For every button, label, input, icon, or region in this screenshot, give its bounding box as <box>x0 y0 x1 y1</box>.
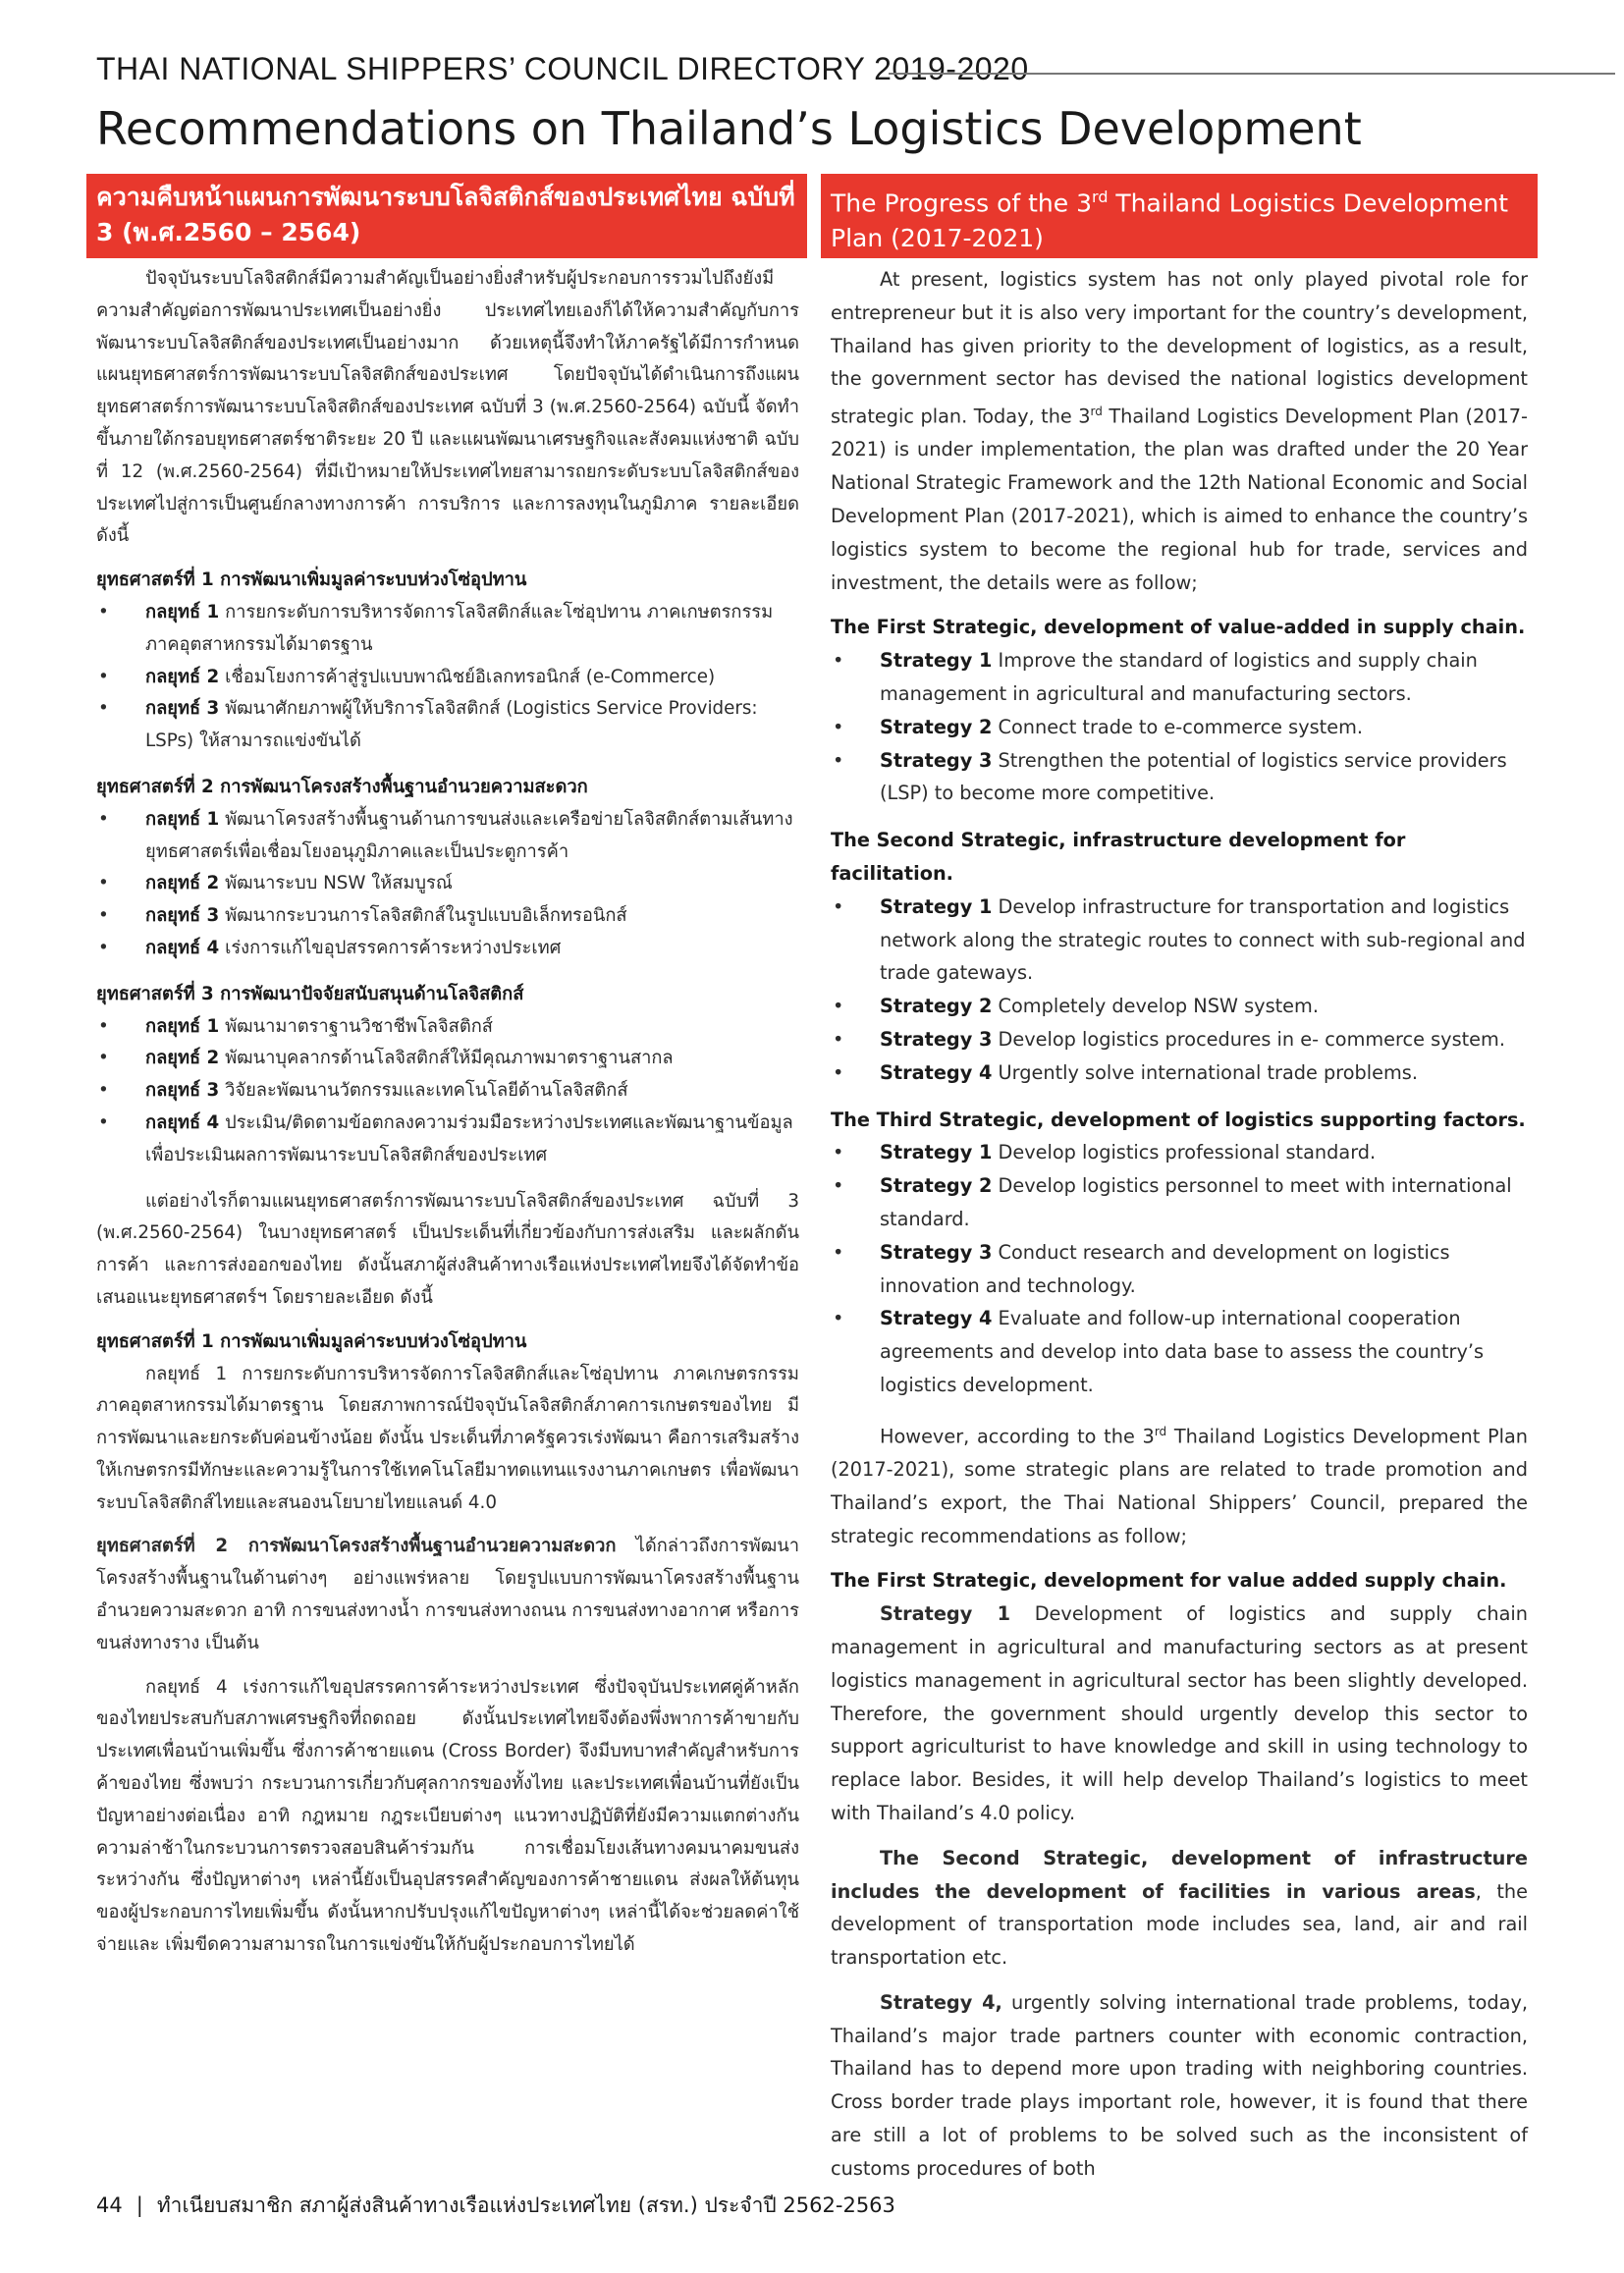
english-strategic-3-heading: The Third Strategic, development of logistics supporting factors. <box>831 1108 1526 1131</box>
english-strategic-3-list <box>831 1136 1528 1401</box>
english-recommendation-3-paragraph: Strategy 4, urgently solving international trade problems, today, Thailand’s major trade partners counter with economic contraction, Thailand has to depend more upon trading with neighboring countries. Cross border trade plays important role, however, it is found that there are still a lot of problems to be solved such as the inconsistent of customs procedures of both <box>831 1990 1528 2180</box>
english-recommendation-2-paragraph: The Second Strategic, development of infrastructure includes the development of facilities in various areas, the development of transportation mode includes sea, land, air and rail transportation etc. <box>831 1846 1529 1970</box>
list-item: • Strategy 2 Completely develop NSW system. <box>833 995 1319 1018</box>
thai-however-paragraph: แต่อย่างไรก็ตามแผนยุทธศาสตร์การพัฒนาระบบโลจิสติกส์ของประเทศ ฉบับที่ 3 (พ.ศ.2560-2564) ในบางยุทธศาสตร์ เป็นประเด็นที่เกี่ยวข้องกับการส่งเสริม และผลักดันการค้า และการส่งออกของไทย ดังนั้นสภาผู้ส่งสินค้าทางเรือแห่งประเทศไทยจึงได้จัดทำข้อเสนอแนะยุทธศาสตร์ฯ โดยรายละเอียด ดังนี้ <box>96 1190 799 1308</box>
running-head: THAI NATIONAL SHIPPERS’ COUNCIL DIRECTORY 2019-2020 <box>96 51 1029 86</box>
english-strategic-2-heading: The Second Strategic, infrastructure development for facilitation. <box>831 829 1406 885</box>
list-item: • กลยุทธ์ 2 พัฒนาบุคลากรด้านโลจิสติกส์ให้มีคุณภาพมาตราฐานสากล <box>98 1048 674 1069</box>
thai-recommendation-3-paragraph: กลยุทธ์ 4 เร่งการแก้ไขอุปสรรคการค้าระหว่างประเทศ ซึ่งปัจจุบันประเทศคู่ค้าหลักของไทยประสบกับสภาพเศรษฐกิจที่ถดถอย ดังนั้นประเทศไทยจึงต้องพึ่งพาการค้าขายกับประเทศเพื่อนบ้านเพิ่มขึ้น ซึ่งการค้าชายแดน (Cross Border) จึงมีบทบาทสำคัญสำหรับการค้าของไทย ซึ่งพบว่า กระบวนการเกี่ยวกับศุลกากรของทั้งไทย และประเทศเพื่อนบ้านที่ยังเป็นปัญหาอย่างต่อเนื่อง อาทิ กฎหมาย กฎระเบียบต่างๆ แนวทางปฏิบัติที่ยังมีความแตกต่างกัน ความล่าช้าในกระบวนการตรวจสอบสินค้าร่วมกัน การเชื่อมโยงเส้นทางคมนาคมขนส่งระหว่างกัน ซึ่งปัญหาต่างๆ เหล่านี้ยังเป็นอุปสรรคสำคัญของการค้าชายแดน ส่งผลให้ต้นทุนของผู้ประกอบการไทยเพิ่มขึ้น ดังนั้นหากปรับปรุงแก้ไขปัญหาต่างๆ เหล่านี้ได้จะช่วยลดค่าใช้จ่ายและ เพิ่มขีดความสามารถในการแข่งขันให้กับผู้ประกอบการไทยได้ <box>96 1676 799 1956</box>
list-item: • Strategy 2 Connect trade to e-commerce system. <box>833 715 1363 738</box>
list-item: • Strategy 1 Develop logistics professional standard. <box>833 1141 1377 1164</box>
list-item: • กลยุทธ์ 4 ประเมิน/ติดตามข้อตกลงความร่วมมือระหว่างประเทศและพัฒนาฐานข้อมูล เพื่อประเมินผลการพัฒนาระบบโลจิสติกส์ของประเทศ <box>98 1111 793 1165</box>
footer-separator: | <box>135 2193 143 2217</box>
thai-intro-paragraph: ปัจจุบันระบบโลจิสติกส์มีความสำคัญเป็นอย่างยิ่งสำหรับผู้ประกอบการรวมไปถึงยังมีความสำคัญต่อการพัฒนาประเทศเป็นอย่างยิ่ง ประเทศไทยเองก็ได้ให้ความสำคัญกับการพัฒนาระบบโลจิสติกส์ของประเทศเป็นอย่างมาก ด้วยเหตุนี้จึงทำให้ภาครัฐได้มีการกำหนดแผนยุทธศาสตร์การพัฒนาระบบโลจิสติกส์ของประเทศ โดยปัจจุบันได้ดำเนินการถึงแผนยุทธศาสตร์การพัฒนาระบบโลจิสติกส์ของประเทศ ฉบับที่ 3 (พ.ศ.2560-2564) ฉบับนี้ จัดทำขึ้นภายใต้กรอบยุทธศาสตร์ชาติระยะ 20 ปี และแผนพัฒนาเศรษฐกิจและสังคมแห่งชาติ ฉบับที่ 12 (พ.ศ.2560-2564) ที่มีเป้าหมายให้ประเทศไทยสามารถยกระดับระบบโลจิสติกส์ของประเทศไปสู่การเป็นศูนย์กลางทางการค้า การบริการ และการลงทุนในภูมิภาค รายละเอียด ดังนี้ <box>96 268 799 547</box>
thai-strategic-1-list <box>96 597 799 758</box>
english-column <box>831 263 1528 2197</box>
list-item: • Strategy 3 Strengthen the potential of logistics service providers (LSP) to become more competitive. <box>833 748 1507 805</box>
english-strategic-1-list <box>831 644 1528 810</box>
list-item: • กลยุทธ์ 3 พัฒนาศักยภาพผู้ให้บริการโลจิสติกส์ (Logistics Service Providers: LSPs) ให้สามารถแข่งขันได้ <box>98 698 758 752</box>
english-intro-paragraph: At present, logistics system has not only played pivotal role for entrepreneur but it is also very important for the country’s development, Thailand has given priority to the development of logistics, as a result, the government sector has devised the national logistics development strategic plan. Today, the 3rd Thailand Logistics Development Plan (2017-2021) is under implementation, the plan was drafted under the 20 Year National Strategic Framework and the 12th National Economic and Social Development Plan (2017-2021), which is aimed to enhance the country’s logistics system to become the regional hub for trade, services and investment, the details were as follow; <box>831 268 1528 594</box>
list-item: • กลยุทธ์ 1 พัฒนามาตราฐานวิชาชีพโลจิสติกส์ <box>98 1015 493 1037</box>
english-however-paragraph: However, according to the 3rd Thailand Logistics Development Plan (2017-2021), some strategic plans are related to trade promotion and Thailand’s export, the Thai National Shippers’ Council, prepared the strategic recommendations as follow; <box>831 1424 1529 1547</box>
thai-recommendation-2-paragraph: ยุทธศาสตร์ที่ 2 การพัฒนาโครงสร้างพื้นฐานอำนวยความสะดวก ได้กล่าวถึงการพัฒนาโครงสร้างพื้นฐานในด้านต่างๆ อย่างแพร่หลาย โดยรูปแบบการพัฒนาโครงสร้างพื้นฐานอำนวยความสะดวก อาทิ การขนส่งทางน้ำ การขนส่งทางถนน การขนส่งทางอากาศ หรือการขนส่งทางราง เป็นต้น <box>96 1536 799 1653</box>
thai-recommendation-1-heading: ยุทธศาสตร์ที่ 1 การพัฒนาเพิ่มมูลค่าระบบห่วงโซ่อุปทาน <box>96 1330 527 1352</box>
english-recommendation-1-paragraph: Strategy 1 Development of logistics and supply chain management in agricultural and manufacturing sectors as at present logistics management in agricultural sector has been slightly developed. Therefore, the government should urgently develop this sector to support agriculturist to have knowledge and skill in using technology to replace labor. Besides, it will help develop Thailand’s logistics to meet with Thailand’s 4.0 policy. <box>831 1602 1528 1824</box>
list-item: • กลยุทธ์ 3 วิจัยละพัฒนานวัตกรรมและเทคโนโลยีด้านโลจิสติกส์ <box>98 1080 628 1102</box>
thai-strategic-2-list <box>96 804 799 965</box>
list-item: • กลยุทธ์ 3 พัฒนากระบวนการโลจิสติกส์ในรูปแบบอิเล็กทรอนิกส์ <box>98 905 627 927</box>
list-item: • Strategy 1 Improve the standard of logistics and supply chain management in agricultural and manufacturing sectors. <box>833 649 1478 705</box>
english-section-banner: The Progress of the 3rd Thailand Logistics Development Plan (2017-2021) <box>821 174 1538 258</box>
list-item: • Strategy 2 Develop logistics personnel to meet with international standard. <box>833 1174 1512 1230</box>
thai-strategic-3-list <box>96 1011 799 1172</box>
list-item: • Strategy 3 Develop logistics procedures in e- commerce system. <box>833 1027 1505 1051</box>
english-strategic-1-heading: The First Strategic, development of value-added in supply chain. <box>831 616 1526 639</box>
thai-section-banner: ความคืบหน้าแผนการพัฒนาระบบโลจิสติกส์ของประเทศไทย ฉบับที่ 3 (พ.ศ.2560 – 2564) <box>86 174 807 258</box>
thai-recommendation-1-text: กลยุทธ์ 1 การยกระดับการบริหารจัดการโลจิสติกส์และโซ่อุปทาน ภาคเกษตรกรรม ภาคอุตสาหกรรมได้มาตรฐาน โดยสภาพการณ์ปัจจุบันโลจิสติกส์ภาคการเกษตรของไทย มีการพัฒนาและยกระดับค่อนข้างน้อย ดังนั้น ประเด็นที่ภาครัฐควรเร่งพัฒนา คือการเสริมสร้างให้เกษตรกรมีทักษะและความรู้ในการใช้เทคโนโลยีมาทดแทนแรงงานภาคเกษตร เพื่อพัฒนาระบบโลจิสติกส์ไทยและสนองนโยบายไทยแลนด์ 4.0 <box>96 1363 799 1513</box>
list-item: • กลยุทธ์ 1 การยกระดับการบริหารจัดการโลจิสติกส์และโซ่อุปทาน ภาคเกษตรกรรม ภาคอุตสาหกรรมได้มาตรฐาน <box>98 601 774 655</box>
list-item: • Strategy 1 Develop infrastructure for transportation and logistics network along the strategic routes to connect with sub-regional and trade gateways. <box>833 894 1526 985</box>
thai-column <box>96 263 799 1974</box>
list-item: • กลยุทธ์ 2 พัฒนาระบบ NSW ให้สมบูรณ์ <box>98 873 453 894</box>
thai-recommendation-2-heading: ยุทธศาสตร์ที่ 2 การพัฒนาโครงสร้างพื้นฐานอำนวยความสะดวก <box>96 1536 617 1557</box>
footer-text: ทำเนียบสมาชิก สภาผู้ส่งสินค้าทางเรือแห่งประเทศไทย (สรท.) ประจำปี 2562-2563 <box>156 2193 895 2217</box>
english-strategic-2-list <box>831 891 1528 1090</box>
page-number: 44 <box>96 2193 123 2217</box>
list-item: • Strategy 4 Urgently solve international trade problems. <box>833 1060 1418 1084</box>
english-recommendation-1-heading: The First Strategic, development for value added supply chain. <box>831 1569 1507 1593</box>
page-title: Recommendations on Thailand’s Logistics Development <box>96 102 1362 155</box>
list-item: • กลยุทธ์ 2 เชื่อมโยงการค้าสู่รูปแบบพาณิชย์อิเลกทรอนิกส์ (e-Commerce) <box>98 666 716 687</box>
running-head-rule <box>889 73 1615 75</box>
list-item: • กลยุทธ์ 4 เร่งการแก้ไขอุปสรรคการค้าระหว่างประเทศ <box>98 937 562 958</box>
list-item: • Strategy 4 Evaluate and follow-up international cooperation agreements and develop into data base to assess the country’s logistics development. <box>833 1307 1485 1396</box>
list-item: • กลยุทธ์ 1 พัฒนาโครงสร้างพื้นฐานด้านการขนส่งและเครือข่ายโลจิสติกส์ตามเส้นทางยุทธศาสตร์เพื่อเชื่อมโยงอนุภูมิภาคและเป็นประตูการค้า <box>98 808 793 862</box>
thai-strategic-3-heading: ยุทธศาสตร์ที่ 3 การพัฒนาปัจจัยสนับสนุนด้านโลจิสติกส์ <box>96 983 524 1004</box>
thai-strategic-1-heading: ยุทธศาสตร์ที่ 1 การพัฒนาเพิ่มมูลค่าระบบห่วงโซ่อุปทาน <box>96 569 527 591</box>
list-item: • Strategy 3 Conduct research and development on logistics innovation and technology. <box>833 1240 1450 1297</box>
thai-strategic-2-heading: ยุทธศาสตร์ที่ 2 การพัฒนาโครงสร้างพื้นฐานอำนวยความสะดวก <box>96 776 588 797</box>
page-footer <box>96 2190 895 2222</box>
